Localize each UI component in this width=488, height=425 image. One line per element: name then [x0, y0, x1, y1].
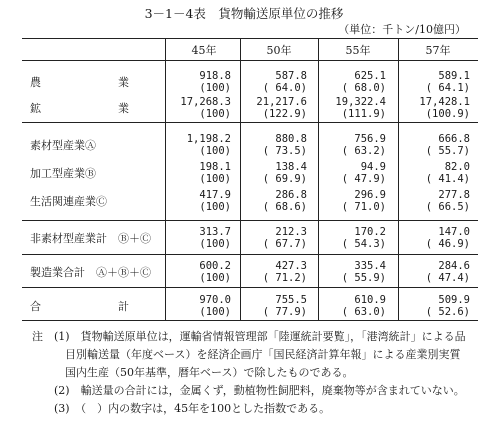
cell-index: ( 68.0): [341, 82, 386, 94]
cell-index: (100): [199, 108, 231, 120]
rule-header: [22, 60, 478, 61]
cell-value: 170.2: [354, 226, 386, 238]
cell-index: ( 52.6): [425, 306, 470, 318]
cell-value: 212.3: [275, 226, 307, 238]
row-label: 鉱 業: [30, 102, 129, 115]
cell-value: 970.0: [199, 294, 231, 306]
column-header: 55年: [345, 44, 371, 57]
cell-index: ( 47.9): [341, 173, 386, 185]
cell-index: ( 71.0): [341, 201, 386, 213]
cell-index: ( 67.7): [262, 238, 307, 250]
cell-value: 666.8: [438, 133, 470, 145]
cell-value: 94.9: [360, 161, 386, 173]
row-label: 非素材型産業計 Ⓑ＋Ⓒ: [30, 232, 151, 245]
cell-value: 21,217.6: [256, 96, 307, 108]
rule-col-2: [240, 38, 241, 320]
row-label: 生活関連産業Ⓒ: [30, 195, 107, 208]
cell-index: ( 47.4): [425, 272, 470, 284]
cell-value: 313.7: [199, 226, 231, 238]
cell-value: 589.1: [438, 70, 470, 82]
cell-value: 417.9: [199, 189, 231, 201]
cell-value: 1,198.2: [186, 133, 231, 145]
unit-label: （単位：千トン/10億円）: [338, 23, 466, 36]
cell-index: ( 63.2): [341, 145, 386, 157]
cell-index: ( 46.9): [425, 238, 470, 250]
cell-index: ( 41.4): [425, 173, 470, 185]
note-line: (3) （ ）内の数字は，45年を100とした指数である。: [32, 402, 331, 415]
cell-index: ( 69.9): [262, 173, 307, 185]
note-line: 注 (1) 貨物輸送原単位は，運輸省情報管理部「陸運統計要覧」，「港湾統計」による品: [32, 330, 466, 343]
column-header: 45年: [191, 44, 217, 57]
cell-value: 880.8: [275, 133, 307, 145]
cell-value: 277.8: [438, 189, 470, 201]
cell-value: 19,322.4: [335, 96, 386, 108]
rule-after-mining: [22, 122, 478, 123]
cell-value: 17,268.3: [180, 96, 231, 108]
cell-index: ( 55.9): [341, 272, 386, 284]
rule-bottom: [22, 320, 478, 321]
row-label: 素材型産業Ⓐ: [30, 139, 96, 152]
cell-index: (100.9): [425, 108, 470, 120]
cell-index: (111.9): [341, 108, 386, 120]
rule-col-4: [398, 38, 399, 320]
row-label: 合 計: [30, 300, 129, 313]
column-header: 50年: [266, 44, 292, 57]
rule-after-nonmaterial: [22, 254, 478, 255]
rule-after-manufacturing: [22, 287, 478, 288]
row-label: 製造業合計 Ⓐ＋Ⓑ＋Ⓒ: [30, 266, 151, 279]
note-line: 目別輸送量（年度ベース）を経済企画庁「国民経済計算年報」による産業別実質: [32, 348, 461, 361]
cell-value: 138.4: [275, 161, 307, 173]
cell-value: 918.8: [199, 70, 231, 82]
cell-value: 509.9: [438, 294, 470, 306]
rule-col-3: [318, 38, 319, 320]
cell-index: (100): [199, 173, 231, 185]
rule-after-lifestyle: [22, 220, 478, 221]
cell-value: 147.0: [438, 226, 470, 238]
note-line: 国内生産（50年基準，暦年ベース）で除したものである。: [32, 366, 354, 379]
note-line: (2) 輸送量の合計には，金属くず，動植物性飼肥料，廃棄物等が含まれていない。: [32, 384, 465, 397]
cell-index: ( 77.9): [262, 306, 307, 318]
column-header: 57年: [425, 44, 451, 57]
cell-index: ( 55.7): [425, 145, 470, 157]
rule-col-1: [165, 38, 166, 320]
table-title: 3－1－4表 貨物輸送原単位の推移: [144, 6, 344, 21]
cell-index: ( 73.5): [262, 145, 307, 157]
cell-index: (100): [199, 201, 231, 213]
cell-index: ( 63.0): [341, 306, 386, 318]
cell-index: ( 68.6): [262, 201, 307, 213]
cell-value: 625.1: [354, 70, 386, 82]
cell-value: 755.5: [275, 294, 307, 306]
cell-index: (100): [199, 306, 231, 318]
row-label: 農 業: [30, 76, 129, 89]
cell-value: 82.0: [444, 161, 470, 173]
cell-index: (100): [199, 238, 231, 250]
row-label: 加工型産業Ⓑ: [30, 167, 96, 180]
cell-index: (100): [199, 272, 231, 284]
cell-index: (122.9): [262, 108, 307, 120]
cell-index: ( 64.1): [425, 82, 470, 94]
cell-index: (100): [199, 82, 231, 94]
cell-index: (100): [199, 145, 231, 157]
cell-value: 284.6: [438, 260, 470, 272]
cell-index: ( 66.5): [425, 201, 470, 213]
cell-value: 198.1: [199, 161, 231, 173]
cell-value: 587.8: [275, 70, 307, 82]
cell-value: 17,428.1: [419, 96, 470, 108]
cell-value: 335.4: [354, 260, 386, 272]
cell-value: 600.2: [199, 260, 231, 272]
cell-value: 427.3: [275, 260, 307, 272]
cell-value: 296.9: [354, 189, 386, 201]
cell-index: ( 71.2): [262, 272, 307, 284]
cell-index: ( 64.0): [262, 82, 307, 94]
cell-value: 756.9: [354, 133, 386, 145]
rule-top: [22, 38, 478, 39]
cell-index: ( 54.3): [341, 238, 386, 250]
cell-value: 610.9: [354, 294, 386, 306]
cell-value: 286.8: [275, 189, 307, 201]
